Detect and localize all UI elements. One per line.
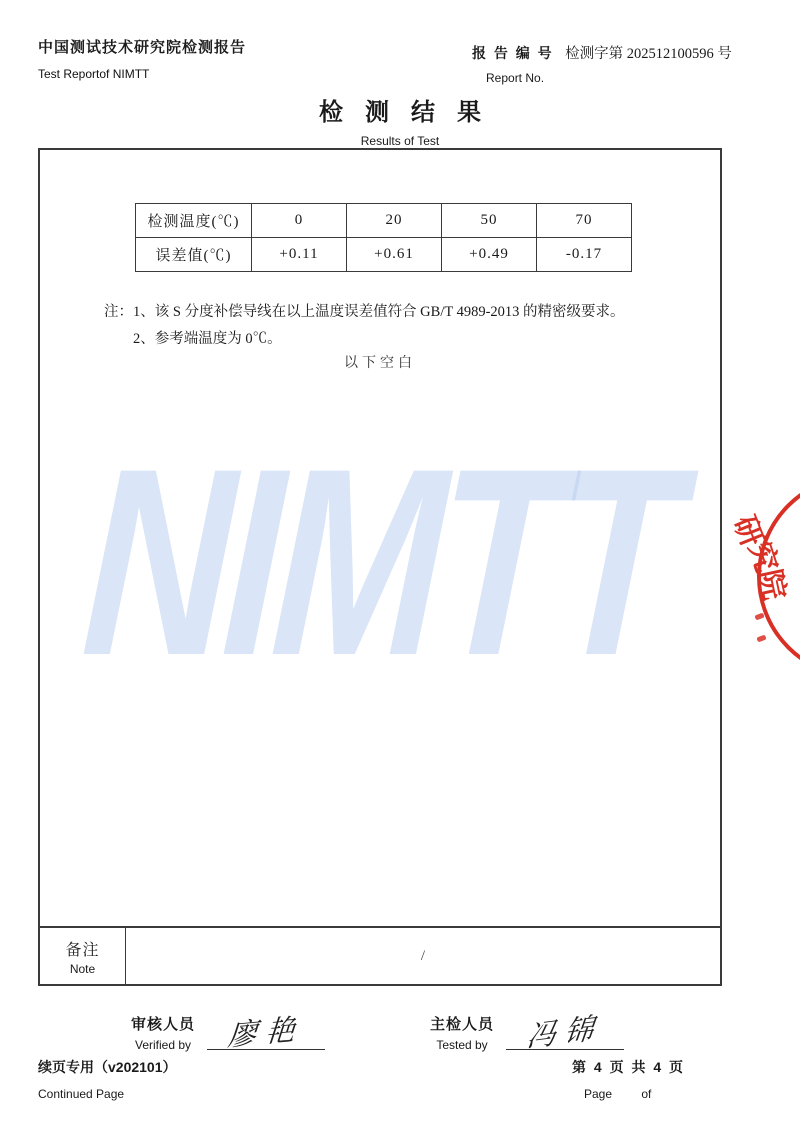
verified-signature-line: [207, 1008, 325, 1053]
verified-signature-block: [131, 1008, 325, 1052]
row-label-error: 误差值(℃): [136, 238, 252, 272]
remark-value-cell: /: [420, 947, 426, 964]
tested-label-en: Tested by: [436, 1038, 488, 1052]
error-value: +0.61: [347, 238, 442, 272]
footer-page-info-zh: 第 4 页 共 4 页: [572, 1059, 686, 1075]
verified-labels: [131, 1008, 195, 1052]
footer-page-word: Page: [584, 1087, 613, 1101]
document-title: [0, 92, 800, 148]
footer-left: [38, 1057, 177, 1101]
header-left: [38, 36, 246, 81]
remark-label-cell: [40, 928, 126, 984]
report-no-value: 检测字第 202512100596 号: [565, 46, 732, 62]
remark-label-en: Note: [69, 961, 96, 976]
org-title-zh: 中国测试技术研究院检测报告: [38, 39, 247, 56]
temperature-value: 50: [442, 204, 537, 238]
org-title-en: Test Reportof NIMTT: [38, 67, 150, 81]
seal-char: 究: [742, 537, 783, 577]
report-no-label-zh: 报 告 编 号: [472, 45, 554, 61]
results-content-box: [38, 148, 722, 928]
footer-left-en: Continued Page: [38, 1087, 125, 1101]
results-table: [135, 203, 632, 272]
verified-signature-handwriting: 廖艳: [226, 1013, 306, 1053]
seal-char: 研: [726, 511, 769, 552]
blank-below-text: 以下空白: [344, 356, 416, 371]
document-title-zh: 检测结果: [319, 99, 503, 126]
footer-page-info: [572, 1057, 685, 1101]
document-title-en: Results of Test: [360, 134, 440, 148]
verified-label-zh: 审核人员: [131, 1016, 196, 1033]
seal-mark: [756, 635, 766, 643]
tested-labels: [430, 1008, 494, 1052]
table-row-error: [136, 238, 632, 272]
footer-of-word: of: [641, 1087, 652, 1101]
footer-left-zh: 续页专用（v202101）: [38, 1059, 177, 1075]
error-value: -0.17: [537, 238, 632, 272]
report-no-line: [472, 42, 732, 63]
verified-label-en: Verified by: [134, 1038, 192, 1052]
notes-block: [104, 299, 625, 353]
tested-signature-block: [430, 1008, 624, 1055]
seal-mark: [754, 613, 764, 621]
nimtt-watermark: NIMTT: [76, 413, 680, 712]
error-value: +0.49: [442, 238, 537, 272]
header-right: [472, 42, 732, 85]
report-no-label-en: Report No.: [486, 71, 545, 85]
remark-label-zh: 备注: [65, 941, 100, 959]
tested-label-zh: 主检人员: [430, 1016, 495, 1033]
seal-char: 院: [752, 566, 791, 603]
row-label-temperature: 检测温度(℃): [136, 204, 252, 238]
tested-signature-line: [506, 1008, 624, 1055]
temperature-value: 0: [252, 204, 347, 238]
remark-row: [38, 928, 722, 986]
error-value: +0.11: [252, 238, 347, 272]
note-line-1: 注：1、该 S 分度补偿导线在以上温度误差值符合 GB/T 4989-2013 的精密级要求。: [104, 304, 625, 320]
table-row-temperature: [136, 204, 632, 238]
tested-signature-handwriting: 冯锦: [524, 1012, 605, 1055]
temperature-value: 70: [537, 204, 632, 238]
note-line-2: 2、参考端温度为 0℃。: [133, 331, 282, 347]
footer-page-info-en: [584, 1087, 685, 1101]
temperature-value: 20: [347, 204, 442, 238]
